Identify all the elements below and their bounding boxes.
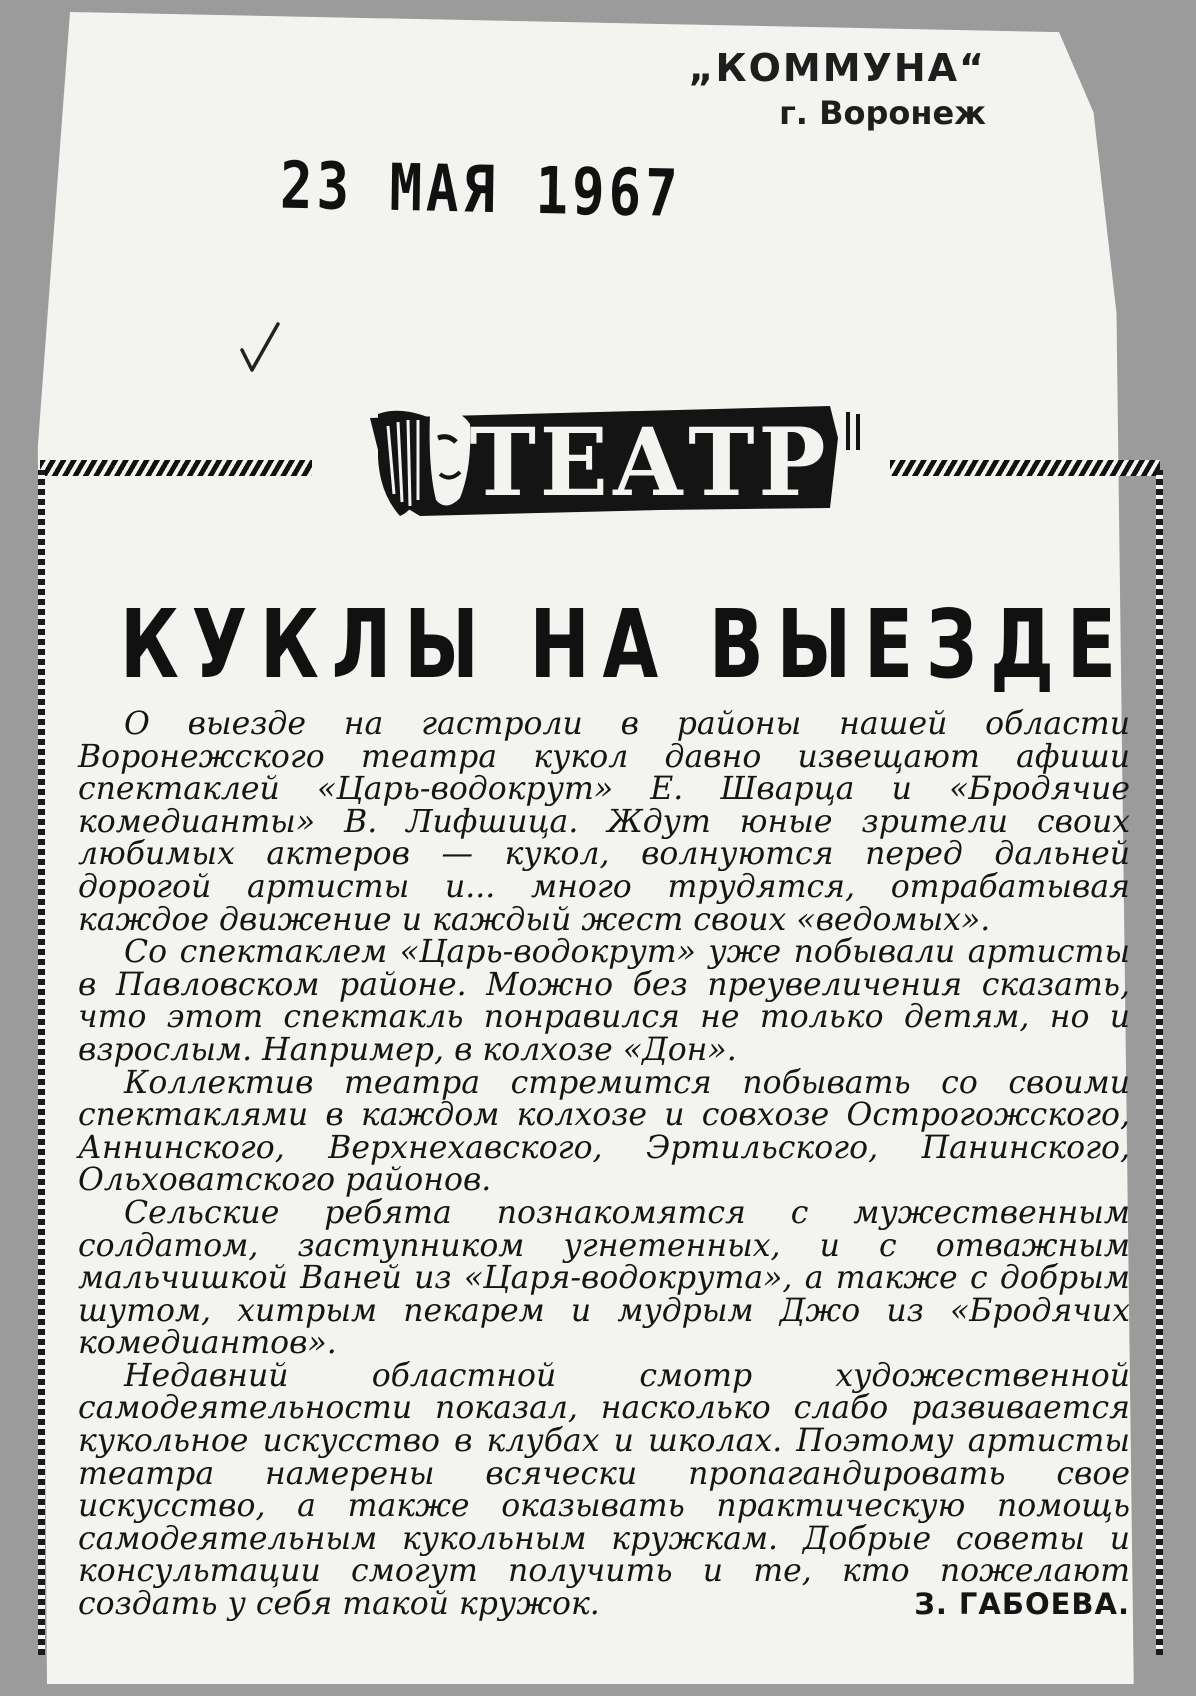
date-stamp: 23 МАЯ 1967 [279, 147, 683, 232]
border-right [1156, 470, 1163, 1655]
newspaper-name: „КОММУНА“ [688, 46, 986, 90]
paragraph: Со спектаклем «Царь-водокрут» уже побывали артисты в Павловском районе. Можно без преувеличения сказать, что этот спектакль понравился не только детям, но и взрослым. Например, в колхозе «Дон». [78, 934, 1130, 1068]
paragraph: О выезде на гастроли в районы нашей области Воронежского театра кукол давно извещают афиши спектаклей «Царь-водокрут» Е. Шварца и «Бродячие комедианты» В. Лифшица. Ждут юные зрители своих любимых актеров — кукол, волнуются перед дальней дорогой артисты и... много трудятся, отрабатывая каждое движение и каждый жест своих «ведомых». [78, 706, 1130, 938]
paragraph-text: Недавний областной смотр художественной самодеятельности показал, насколько слабо развивается кукольное искусство в клубах и школах. Поэтому артисты театра намерены всячески пропагандировать свое искусство, а также оказывать практическую помощь самодеятельным кукольным кружкам. Добрые советы и консультации смогут получить и те, кто пожелают создать у себя такой кружок. [78, 1357, 1130, 1623]
headline: КУКЛЫ НА ВЫЕЗДЕ [120, 590, 1129, 701]
rubric-label: ТЕАТР [469, 408, 830, 518]
border-left [38, 470, 45, 1655]
paragraph: Коллектив театра стремится побывать со своими спектаклями в каждом колхозе и совхозе Острогожского, Аннинского, Верхнехавского, Эртильского, Панинского, Ольховатского районов. [78, 1064, 1130, 1199]
article-body [78, 708, 1130, 1621]
newspaper-masthead [689, 46, 986, 132]
author-signature: З. ГАБОЕВА. [914, 1587, 1130, 1622]
newspaper-city: г. Воронеж [779, 94, 986, 132]
checkmark-icon [238, 320, 282, 374]
theatre-rubric-logo [360, 398, 880, 528]
paragraph: Сельские ребята познакомятся с мужественным солдатом, заступником угнетенных, и с отважным мальчишкой Ваней из «Царя-водокрута», а также с добрым шутом, хитрым пекарем и мудрым Джо из «Бродячих комедиантов». [78, 1194, 1130, 1362]
paragraph [78, 1357, 1130, 1623]
divider-left [40, 460, 312, 476]
divider-right [890, 460, 1160, 476]
